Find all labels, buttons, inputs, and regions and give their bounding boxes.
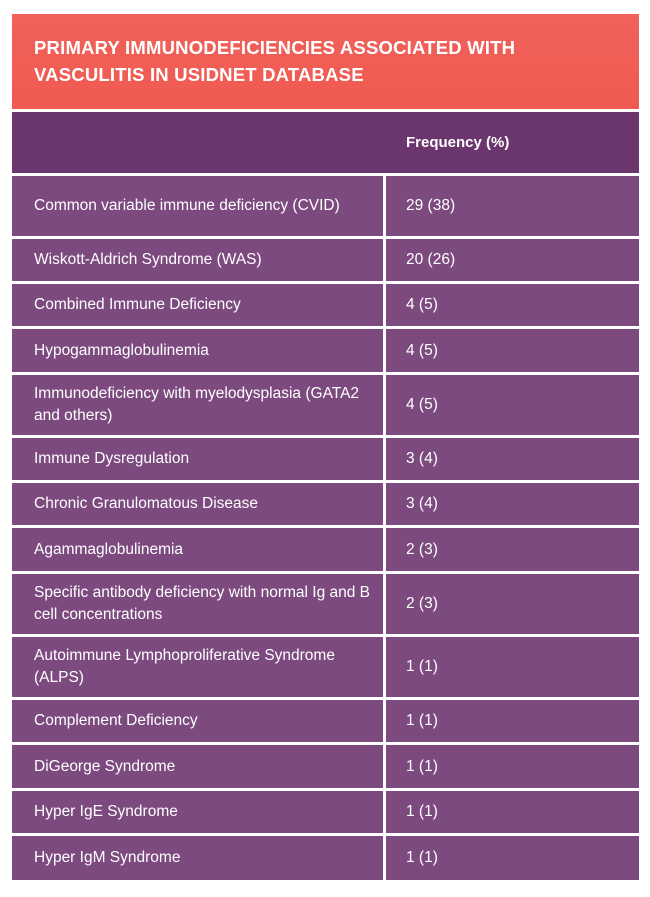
disease-cell: Common variable immune deficiency (CVID): [34, 197, 340, 214]
table-header-row: [12, 112, 639, 173]
table-row: [12, 788, 639, 833]
frequency-column-header: Frequency (%): [406, 134, 510, 151]
frequency-cell: 3 (4): [406, 495, 438, 512]
table-body: [12, 173, 639, 880]
disease-cell: Immune Dysregulation: [34, 450, 190, 467]
table-row: [12, 480, 639, 525]
vasculitis-table-card: [12, 14, 639, 886]
disease-cell: Chronic Granulomatous Disease: [34, 495, 258, 512]
frequency-cell: 1 (1): [406, 849, 438, 866]
table-title-line-2: VASCULITIS IN USIDNET DATABASE: [34, 64, 364, 85]
disease-cell: Complement Deficiency: [34, 712, 198, 729]
disease-cell: Immunodeficiency with myelodysplasia (GATA2 and others): [34, 385, 360, 424]
frequency-cell: 2 (3): [406, 540, 438, 558]
disease-cell: Hyper IgM Syndrome: [34, 849, 181, 866]
disease-cell: Autoimmune Lymphoproliferative Syndrome (ALPS): [34, 647, 335, 686]
frequency-cell: 4 (5): [406, 296, 438, 313]
disease-cell: Hypogammaglobulinemia: [34, 341, 209, 359]
table-row: [12, 173, 639, 236]
table-title-band: [12, 14, 639, 109]
table-row: [12, 571, 639, 634]
table-row: [12, 525, 639, 571]
frequency-cell: 4 (5): [406, 396, 438, 413]
disease-cell: Agammaglobulinemia: [34, 540, 184, 558]
frequency-cell: 1 (1): [406, 658, 438, 675]
frequency-cell: 1 (1): [406, 757, 438, 775]
frequency-cell: 4 (5): [406, 341, 438, 359]
table-row: [12, 435, 639, 480]
disease-cell: Wiskott-Aldrich Syndrome (WAS): [34, 251, 262, 268]
table-row: [12, 372, 639, 435]
table-title-line-1: PRIMARY IMMUNODEFICIENCIES ASSOCIATED WITH: [34, 37, 516, 58]
table-row: [12, 236, 639, 281]
table-title: [34, 34, 617, 88]
table-row: [12, 634, 639, 697]
table-row: [12, 326, 639, 372]
frequency-cell: 20 (26): [406, 251, 456, 268]
disease-cell: DiGeorge Syndrome: [34, 757, 176, 775]
table-row: [12, 697, 639, 742]
disease-cell: Combined Immune Deficiency: [34, 296, 241, 313]
frequency-cell: 3 (4): [406, 450, 438, 467]
table-row: [12, 742, 639, 788]
table-row: [12, 281, 639, 326]
frequency-cell: 29 (38): [406, 197, 456, 214]
frequency-cell: 1 (1): [406, 803, 438, 820]
disease-cell: Hyper IgE Syndrome: [34, 803, 178, 820]
table-row: [12, 833, 639, 880]
frequency-cell: 1 (1): [406, 712, 438, 729]
frequency-cell: 2 (3): [406, 595, 438, 612]
disease-cell: Specific antibody deficiency with normal Ig and B cell concentrations: [34, 584, 371, 623]
